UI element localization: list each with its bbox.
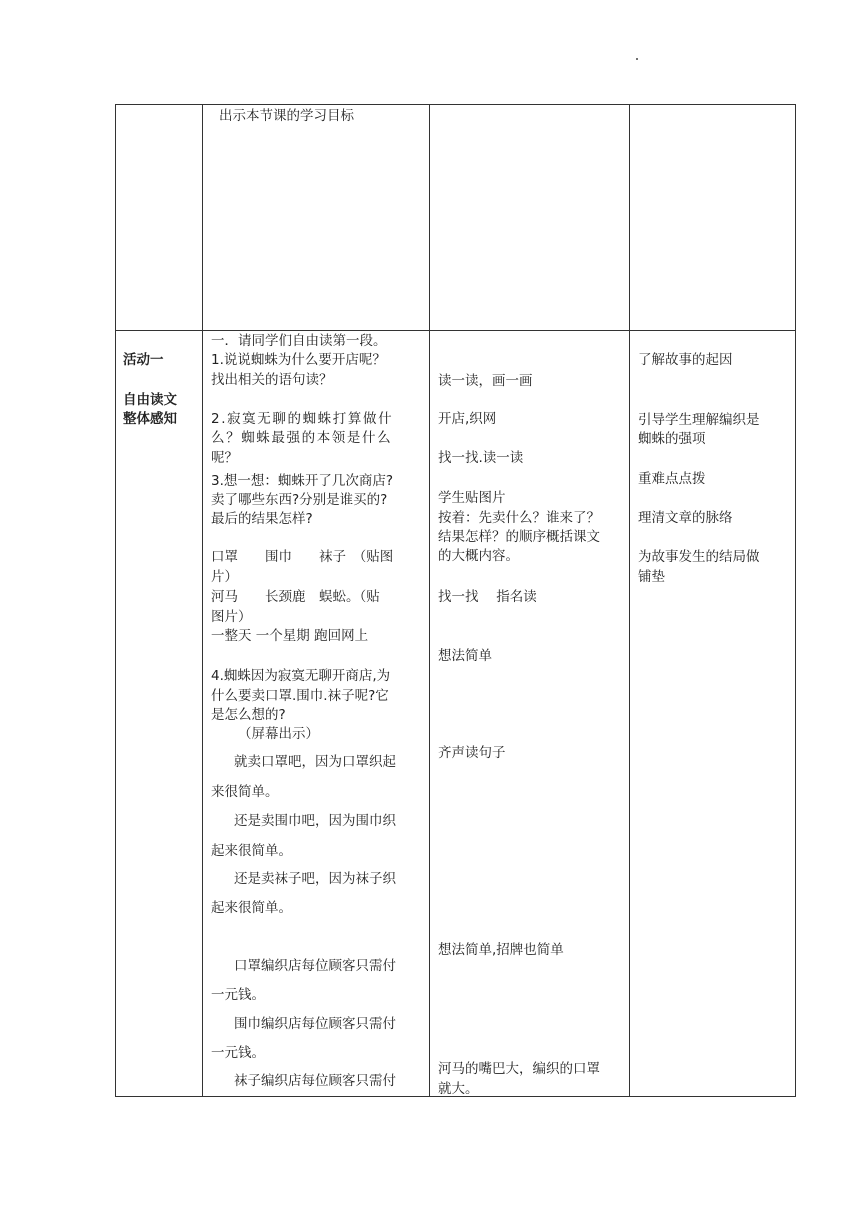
- design-intent: 了解故事的起因: [638, 352, 733, 368]
- teacher-question: 什么要卖口罩.围巾.袜子呢?它: [211, 688, 389, 704]
- design-intent: 重难点点拨: [638, 471, 706, 487]
- student-activity: 河马的嘴巴大，编织的口罩: [438, 1061, 600, 1077]
- teacher-question: 1.说说蜘蛛为什么要开店呢？: [211, 352, 386, 368]
- teacher-question: 卖了哪些东西?分别是谁买的?: [211, 492, 388, 508]
- design-intent: 为故事发生的结局做: [638, 549, 760, 565]
- teacher-question: 4.蜘蛛因为寂寞无聊开商店,为: [211, 668, 391, 684]
- student-activity: 想法简单: [438, 648, 492, 664]
- student-activity: 找一找 指名读: [438, 589, 537, 605]
- column-divider: [202, 105, 203, 1096]
- teacher-question: 么？蜘蛛最强的本领是什么: [211, 430, 393, 446]
- lesson-plan-table: [115, 104, 796, 1097]
- activity-subtitle: 自由读文: [123, 392, 177, 408]
- student-activity: 就大。: [438, 1081, 479, 1097]
- teacher-note: 口罩 围巾 袜子 （贴图: [211, 549, 394, 565]
- quote-line: 起来很简单。: [211, 900, 292, 916]
- quote-line: 还是卖围巾吧，因为围巾织: [234, 813, 396, 829]
- quote-line: 口罩编织店每位顾客只需付: [234, 958, 396, 974]
- design-intent: 引导学生理解编织是: [638, 412, 760, 428]
- quote-line: 来很简单。: [211, 784, 279, 800]
- quote-line: 起来很简单。: [211, 843, 292, 859]
- design-intent: 蜘蛛的强项: [638, 431, 706, 447]
- student-activity: 想法简单,招牌也简单: [438, 942, 564, 958]
- quote-line: 围巾编织店每位顾客只需付: [234, 1016, 396, 1032]
- teacher-note: 图片）: [211, 609, 252, 625]
- activity-subtitle: 整体感知: [123, 411, 177, 427]
- column-divider: [629, 105, 630, 1096]
- student-activity: 齐声读句子: [438, 745, 506, 761]
- student-activity: 学生贴图片: [438, 490, 506, 506]
- teacher-step: 一．请同学们自由读第一段。: [211, 333, 387, 349]
- page-dot-mark: [636, 58, 638, 60]
- activity-title: 活动一: [123, 352, 164, 368]
- learning-goal-cell: 出示本节课的学习目标: [219, 108, 354, 124]
- teacher-question: 找出相关的语句读？: [211, 372, 333, 388]
- quote-line: 一元钱。: [211, 1045, 265, 1061]
- teacher-question: 最后的结果怎样?: [211, 511, 313, 527]
- quote-line: 就卖口罩吧，因为口罩织起: [234, 754, 396, 770]
- teacher-question: 是怎么想的?: [211, 707, 286, 723]
- teacher-note: 河马 长颈鹿 蜈蚣。（贴: [211, 589, 380, 605]
- teacher-question: 3.想一想：蜘蛛开了几次商店?: [211, 473, 394, 489]
- teacher-note: 一整天 一个星期 跑回网上: [211, 628, 369, 644]
- design-intent: 理清文章的脉络: [638, 510, 733, 526]
- student-activity: 结果怎样？的顺序概括课文: [438, 529, 600, 545]
- design-intent: 铺垫: [638, 569, 665, 585]
- quote-line: 还是卖袜子吧，因为袜子织: [234, 871, 396, 887]
- teacher-question: 2.寂寞无聊的蜘蛛打算做什: [211, 411, 394, 427]
- student-activity: 按着：先卖什么？谁来了？: [438, 510, 600, 526]
- teacher-note: （屏幕出示）: [238, 726, 319, 742]
- teacher-question: 呢？: [211, 450, 238, 466]
- student-activity: 找一找.读一读: [438, 450, 524, 466]
- student-activity: 读一读，画一画: [438, 373, 533, 389]
- student-activity: 开店,织网: [438, 411, 497, 427]
- column-divider: [429, 105, 430, 1096]
- quote-line: 袜子编织店每位顾客只需付: [234, 1073, 396, 1089]
- student-activity: 的大概内容。: [438, 548, 519, 564]
- teacher-note: 片）: [211, 569, 238, 585]
- quote-line: 一元钱。: [211, 987, 265, 1003]
